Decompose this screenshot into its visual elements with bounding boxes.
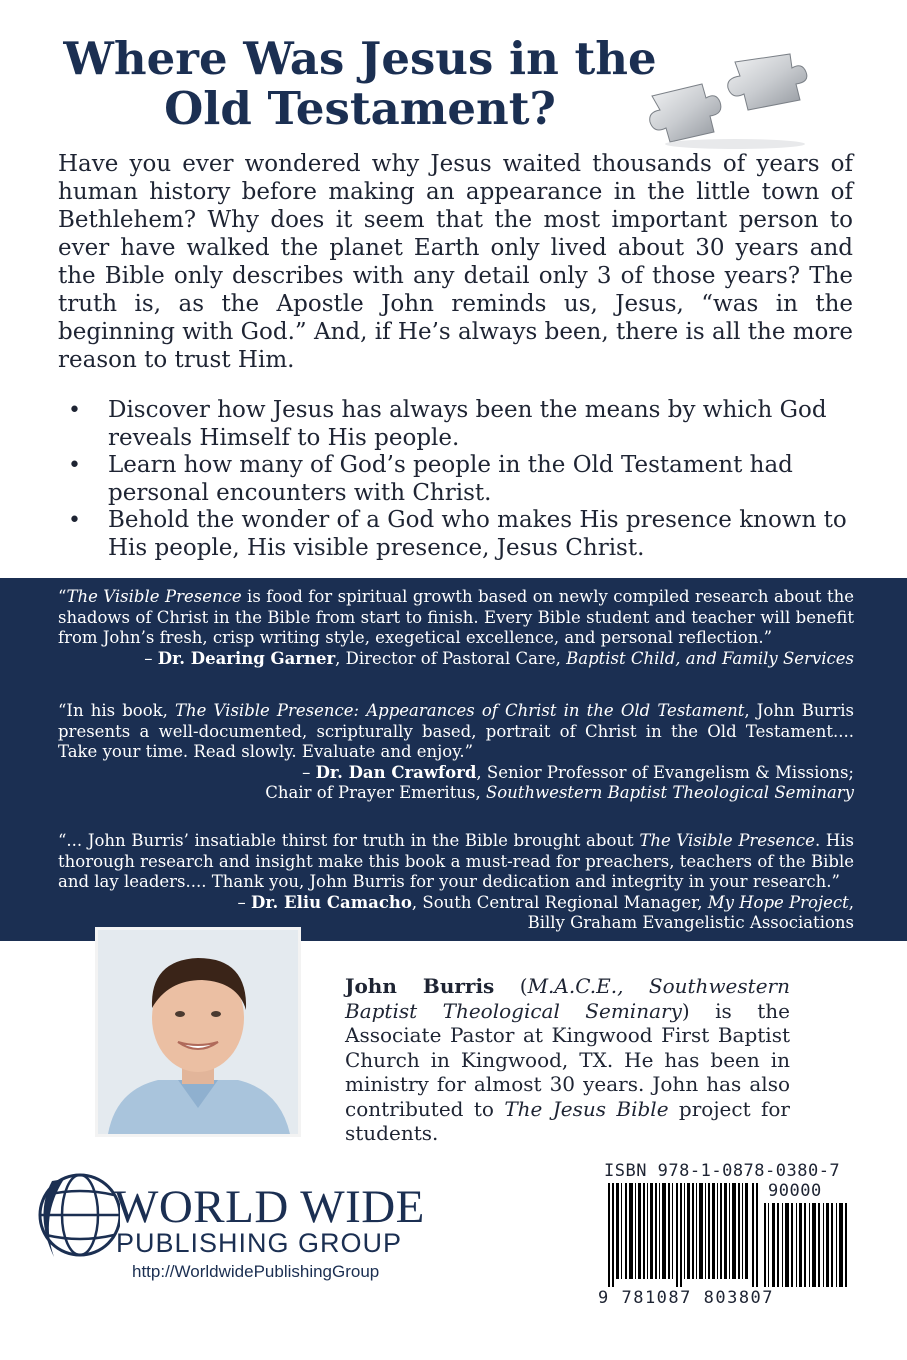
endorsement-attribution: – Dr. Dearing Garner, Director of Pastoral Care, Baptist Child, and Family Services — [144, 648, 854, 668]
endorsements-band — [0, 578, 907, 941]
isbn-label: ISBN 978-1-0878-0380-7 — [604, 1161, 841, 1181]
author-bio: John Burris (M.A.C.E., Southwestern Baptist Theological Seminary) is the Associate Pastor at Kingwood First Baptist Church in Kingwood, TX. He has been in ministry for almost 30 years. John has also contributed to The Jesus Bible project for students. — [345, 974, 790, 1145]
publisher-subtitle: PUBLISHING GROUP — [116, 1228, 403, 1258]
endorsement-attribution-line2: Chair of Prayer Emeritus, Southwestern Baptist Theological Seminary — [265, 783, 854, 802]
endorsement-quote: “The Visible Presence is food for spiritual growth based on newly compiled research about the shadows of Christ in the Bible from start to finish. Every Bible student and teacher will benefit from John’s fresh, crisp writing style, exegetical excellence, and personal reflection.” – Dr. Dearing Garner, Director of Pastoral Care, Baptist Child, and Family Services — [58, 587, 854, 668]
publisher-name: WORLD WIDE — [114, 1181, 425, 1233]
bullet-list — [58, 397, 853, 562]
intro-paragraph: Have you ever wondered why Jesus waited thousands of years of human history before making an appearance in the little town of Bethlehem? Why does it seem that the most important person to ever have walked the planet Earth only lived about 30 years and the Bible only describes with any detail only 3 of those years? The truth is, as the Apostle John reminds us, Jesus, “was in the beginning with God.” And, if He’s always been, there is all the more reason to trust Him. — [58, 151, 854, 373]
isbn-barcode — [596, 1161, 858, 1311]
list-item: • Behold the wonder of a God who makes His presence known to His people, His visible presence, Jesus Christ. — [58, 507, 853, 562]
puzzle-pieces-icon — [640, 44, 830, 154]
endorsement-quote: “In his book, The Visible Presence: Appearances of Christ in the Old Testament, John Burris presents a well-documented, scripturally based, portrait of Christ in the Old Testament.... Take your time. Read slowly. Evaluate and enjoy.” – Dr. Dan Crawford, Senior Professor of Evangelism & Missions; Chair of Prayer Emeritus, Southwestern Baptist Theological Seminary — [58, 701, 854, 802]
endorsement-quote: “... John Burris’ insatiable thirst for truth in the Bible brought about The Visible Presence. His thorough research and insight make this book a must-read for preachers, teachers of the Bible and lay leaders.... Thank you, John Burris for your dedication and integrity in your research.” – Dr. Eliu Camacho, South Central Regional Manager, My Hope Project, Billy Graham Evangelistic Associations — [58, 831, 855, 932]
price-code: 90000 — [768, 1181, 822, 1201]
list-item: • Learn how many of God’s people in the Old Testament had personal encounters with Christ. — [58, 452, 853, 507]
author-photo — [95, 927, 301, 1137]
publisher-url: http://WorldwidePublishingGroup — [132, 1262, 380, 1281]
barcode-bars — [608, 1183, 760, 1287]
endorsement-attribution-line2: Billy Graham Evangelistic Associations — [527, 913, 854, 932]
endorsement-attribution: – Dr. Dan Crawford, Senior Professor of Evangelism & Missions; — [302, 762, 854, 782]
globe-icon — [34, 1165, 120, 1275]
price-barcode-bars — [764, 1203, 854, 1287]
page-title: Where Was Jesus in the Old Testament? — [63, 32, 657, 135]
endorsement-attribution: – Dr. Eliu Camacho, South Central Regional Manager, My Hope Project, — [237, 892, 854, 912]
publisher-logo — [34, 1165, 474, 1290]
list-item: • Discover how Jesus has always been the means by which God reveals Himself to His people. — [58, 397, 853, 452]
isbn-digits: 9 781087 803807 — [598, 1288, 775, 1308]
